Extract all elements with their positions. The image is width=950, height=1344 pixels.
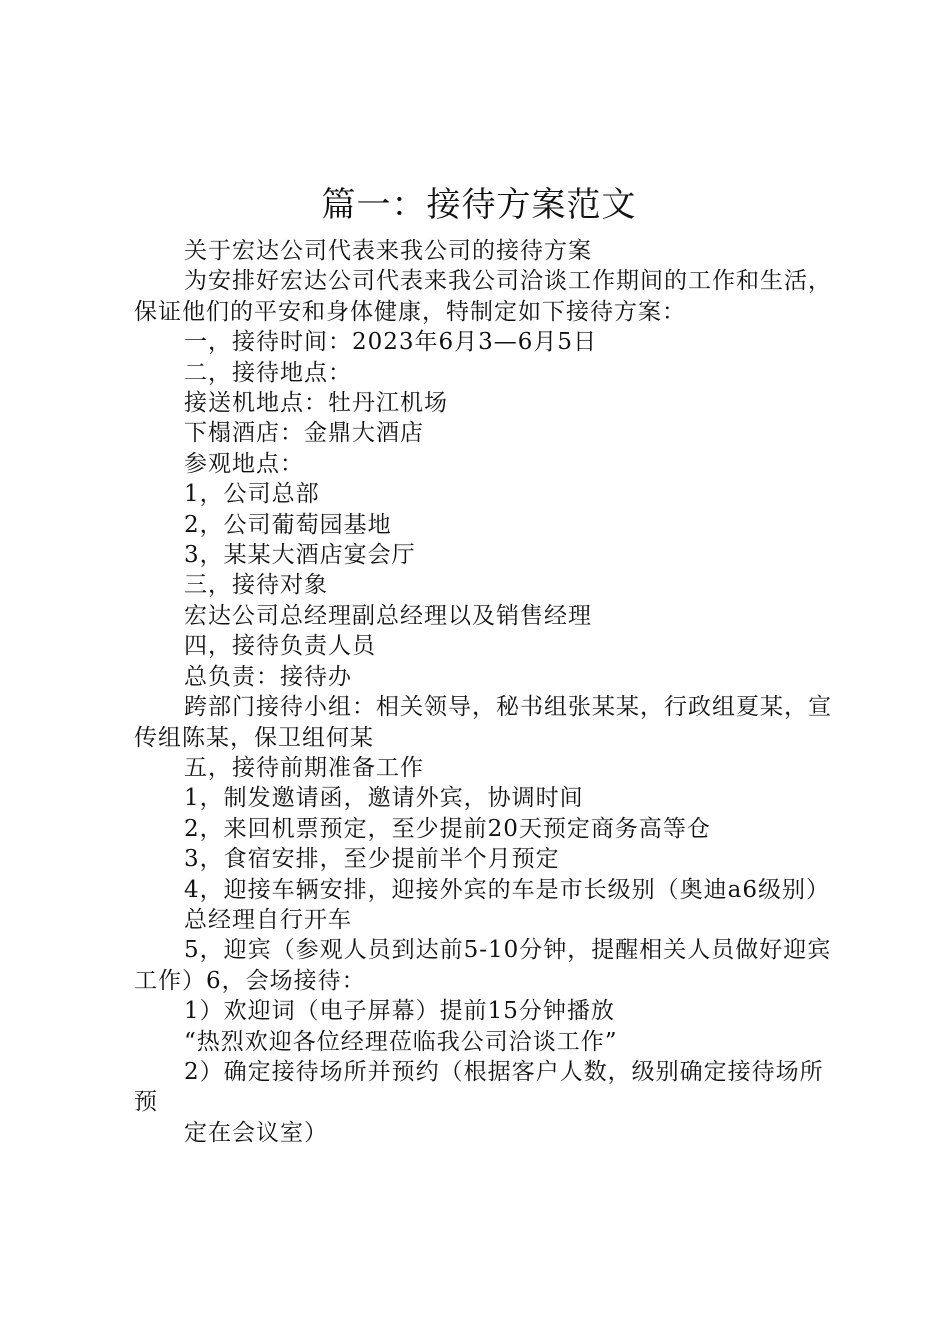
paragraph-time: 一，接待时间：2023年6月3—6月5日 — [184, 329, 598, 356]
paragraph-location-heading: 二，接待地点： — [184, 359, 352, 386]
paragraph-prep-4-note: 总经理自行开车 — [184, 906, 352, 933]
paragraph-visit-1: 1，公司总部 — [184, 481, 320, 508]
paragraph-welcome-1: 1）欢迎词（电子屏幕）提前15分钟播放 — [184, 998, 615, 1025]
paragraph-staff-heading: 四，接待负责人员 — [184, 633, 376, 660]
paragraph-visit-2: 2，公司葡萄园基地 — [184, 511, 392, 538]
paragraph-subject: 关于宏达公司代表来我公司的接待方案 — [184, 238, 592, 264]
paragraph-intro: 为安排好宏达公司代表来我公司洽谈工作期间的工作和生活，保证他们的平安和身体健康，特制定如下接待方案： — [134, 268, 832, 325]
paragraph-prep-3: 3，食宿安排，至少提前半个月预定 — [184, 846, 560, 873]
document-title: 篇一：接待方案范文 — [321, 185, 637, 225]
paragraph-prep-heading: 五，接待前期准备工作 — [184, 754, 424, 781]
paragraph-prep-4: 4，迎接车辆安排，迎接外宾的车是市长级别（奥迪a6级别） — [184, 876, 830, 903]
paragraph-visit-heading: 参观地点： — [184, 450, 304, 477]
document-body — [134, 236, 834, 1148]
paragraph-staff-lead: 总负责：接待办 — [184, 663, 352, 690]
paragraph-staff-team: 跨部门接待小组：相关领导，秘书组张某某，行政组夏某，宣传组陈某，保卫组何某 — [134, 694, 832, 751]
paragraph-prep-5: 5，迎宾（参观人员到达前5-10分钟，提醒相关人员做好迎宾工作）6，会场接待： — [134, 937, 832, 994]
paragraph-welcome-2: 2）确定接待场所并预约（根据客户人数，级别确定接待场所预 — [134, 1058, 824, 1116]
paragraph-visit-3: 3，某某大酒店宴会厅 — [184, 542, 416, 569]
paragraph-guests-heading: 三，接待对象 — [184, 572, 328, 599]
paragraph-prep-2: 2，来回机票预定，至少提前20天预定商务高等仓 — [184, 815, 711, 842]
paragraph-hotel: 下榻酒店：金鼎大酒店 — [184, 420, 424, 447]
paragraph-guests: 宏达公司总经理副总经理以及销售经理 — [184, 602, 592, 629]
paragraph-welcome-2-cont: 定在会议室） — [184, 1119, 328, 1146]
paragraph-prep-1: 1，制发邀请函，邀请外宾，协调时间 — [184, 785, 584, 812]
paragraph-welcome-quote: “热烈欢迎各位经理莅临我公司洽谈工作” — [184, 1028, 618, 1055]
paragraph-airport: 接送机地点：牡丹江机场 — [184, 390, 448, 417]
